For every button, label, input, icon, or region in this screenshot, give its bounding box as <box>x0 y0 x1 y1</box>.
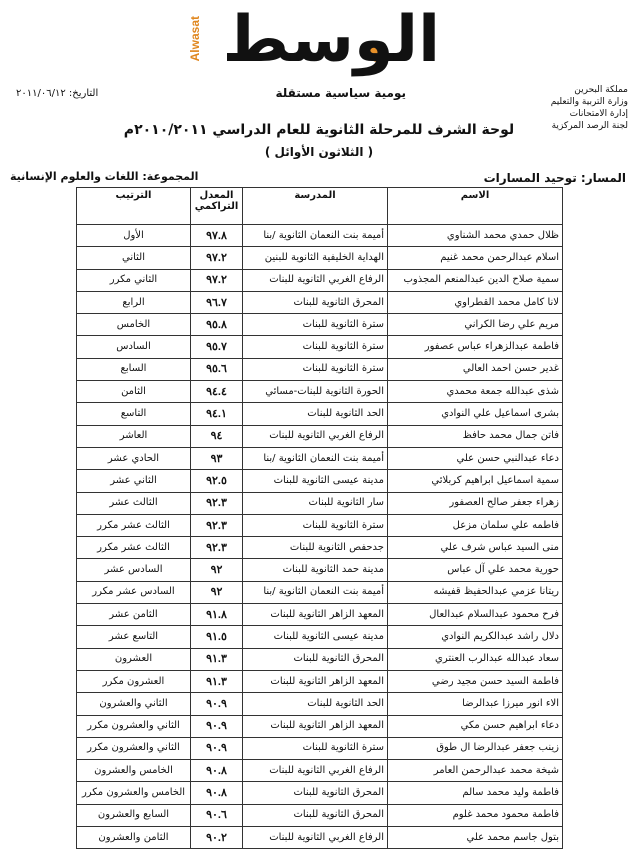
cell-name: حورية محمد علي آل عباس <box>388 559 563 581</box>
cell-average: ٩٠.٩ <box>191 715 243 737</box>
cell-name: شيخة محمد عبدالرحمن العامر <box>388 760 563 782</box>
cell-school: سار الثانوية للبنات <box>243 492 388 514</box>
cell-name: فرح محمود عبدالسلام عبدالعال <box>388 604 563 626</box>
ministry-line: إدارة الامتحانات <box>569 109 628 119</box>
cell-school: سترة الثانوية للبنات <box>243 514 388 536</box>
cell-rank: الثاني والعشرون مكرر <box>77 737 191 759</box>
table-header-row <box>77 188 563 225</box>
header-average: المعدل التراكمي <box>191 188 243 225</box>
header-rank: الترتيب <box>77 188 191 225</box>
cell-average: ٩٠.٢ <box>191 827 243 849</box>
cell-rank: العشرون مكرر <box>77 670 191 692</box>
cell-school: مدينة عيسى الثانوية للبنات <box>243 470 388 492</box>
table-row <box>77 247 563 269</box>
table-row <box>77 559 563 581</box>
logo-tagline: يومية سياسية مستقلة <box>275 86 406 100</box>
cell-average: ٩٢ <box>191 559 243 581</box>
cell-average: ٩٢.٣ <box>191 514 243 536</box>
cell-rank: الثامن <box>77 381 191 403</box>
table-row <box>77 269 563 291</box>
logo-latin-text: Alwasat <box>188 16 202 62</box>
cell-rank: الثالث عشر مكرر <box>77 514 191 536</box>
group-label: المجموعة: اللغات والعلوم الإنسانية <box>10 170 199 183</box>
cell-average: ٩٤.١ <box>191 403 243 425</box>
cell-average: ٩٧.٢ <box>191 269 243 291</box>
cell-school: أميمة بنت النعمان الثانوية /بنا <box>243 581 388 603</box>
cell-average: ٩٢ <box>191 581 243 603</box>
cell-rank: الثاني مكرر <box>77 269 191 291</box>
cell-rank: الخامس والعشرون <box>77 760 191 782</box>
cell-school: المحرق الثانوية للبنات <box>243 782 388 804</box>
table-row <box>77 403 563 425</box>
cell-average: ٩٥.٧ <box>191 336 243 358</box>
cell-rank: العاشر <box>77 425 191 447</box>
cell-average: ٩١.٣ <box>191 670 243 692</box>
cell-average: ٩٣ <box>191 447 243 469</box>
cell-rank: السابع والعشرون <box>77 804 191 826</box>
cell-rank: الثاني والعشرون <box>77 693 191 715</box>
cell-name: منى السيد عباس شرف علي <box>388 537 563 559</box>
page-title: لوحة الشرف للمرحلة الثانوية للعام الدراسي ٢٠١٠/٢٠١١م <box>123 122 515 138</box>
cell-name: بشرى اسماعيل علي النوادي <box>388 403 563 425</box>
cell-school: الهداية الخليفية الثانوية للبنين <box>243 247 388 269</box>
cell-name: سعاد عبدالله عبدالرب العنتري <box>388 648 563 670</box>
cell-average: ٩٠.٩ <box>191 737 243 759</box>
cell-average: ٩٢.٣ <box>191 492 243 514</box>
cell-school: سترة الثانوية للبنات <box>243 336 388 358</box>
cell-rank: التاسع <box>77 403 191 425</box>
table-row <box>77 693 563 715</box>
cell-name: بتول جاسم محمد علي <box>388 827 563 849</box>
cell-rank: الرابع <box>77 291 191 313</box>
cell-rank: الأول <box>77 225 191 247</box>
cell-name: دلال راشد عبدالكريم النوادي <box>388 626 563 648</box>
cell-school: الرفاع الغربي الثانوية للبنات <box>243 760 388 782</box>
cell-average: ٩٧.٨ <box>191 225 243 247</box>
cell-rank: السادس عشر <box>77 559 191 581</box>
table-row <box>77 804 563 826</box>
table-row <box>77 626 563 648</box>
cell-rank: الثالث عشر <box>77 492 191 514</box>
table-row <box>77 291 563 313</box>
cell-school: المحرق الثانوية للبنات <box>243 648 388 670</box>
cell-rank: الثاني والعشرون مكرر <box>77 715 191 737</box>
honor-roll-table <box>76 187 563 849</box>
cell-school: مدينة عيسى الثانوية للبنات <box>243 626 388 648</box>
cell-name: سمية اسماعيل ابراهيم كربلائي <box>388 470 563 492</box>
cell-name: اسلام عبدالرحمن محمد غنيم <box>388 247 563 269</box>
cell-school: المحرق الثانوية للبنات <box>243 804 388 826</box>
cell-name: ريتانا عزمي عبدالحفيظ قفيشه <box>388 581 563 603</box>
table-row <box>77 782 563 804</box>
cell-rank: العشرون <box>77 648 191 670</box>
cell-name: سمية صلاح الدين عبدالمنعم المجذوب <box>388 269 563 291</box>
track-label: المسار: توحيد المسارات <box>483 171 626 185</box>
table-row <box>77 314 563 336</box>
cell-average: ٩١.٥ <box>191 626 243 648</box>
cell-name: لانا كامل محمد القطراوي <box>388 291 563 313</box>
cell-rank: الخامس <box>77 314 191 336</box>
cell-school: الرفاع الغربي الثانوية للبنات <box>243 425 388 447</box>
cell-average: ٩٢.٣ <box>191 537 243 559</box>
cell-school: جدحفص الثانوية للبنات <box>243 537 388 559</box>
ministry-line: لجنة الرصد المركزية <box>551 121 628 131</box>
table-row <box>77 447 563 469</box>
cell-name: زينب جعفر عبدالرضا ال طوق <box>388 737 563 759</box>
cell-average: ٩٠.٨ <box>191 760 243 782</box>
table-row <box>77 737 563 759</box>
table-row <box>77 648 563 670</box>
cell-average: ٩١.٨ <box>191 604 243 626</box>
table-row <box>77 336 563 358</box>
cell-average: ٩٤.٤ <box>191 381 243 403</box>
table-row <box>77 358 563 380</box>
cell-school: الحورة الثانوية للبنات-مسائي <box>243 381 388 403</box>
cell-school: المحرق الثانوية للبنات <box>243 291 388 313</box>
cell-name: فاطمة وليد محمد سالم <box>388 782 563 804</box>
cell-school: المعهد الزاهر الثانوية للبنات <box>243 715 388 737</box>
cell-name: فاطمة عبدالزهراء عباس عصفور <box>388 336 563 358</box>
cell-school: مدينة حمد الثانوية للبنات <box>243 559 388 581</box>
cell-rank: السادس <box>77 336 191 358</box>
cell-rank: السادس عشر مكرر <box>77 581 191 603</box>
cell-name: غدير حسن احمد العالي <box>388 358 563 380</box>
newspaper-logo <box>188 3 440 100</box>
cell-name: فاطمة محمود محمد غلوم <box>388 804 563 826</box>
cell-rank: الحادي عشر <box>77 447 191 469</box>
table-row <box>77 670 563 692</box>
cell-name: زهراء جعفر صالح العصفور <box>388 492 563 514</box>
cell-name: شذى عبدالله جمعة محمدي <box>388 381 563 403</box>
cell-rank: الثالث عشر مكرر <box>77 537 191 559</box>
cell-rank: الخامس والعشرون مكرر <box>77 782 191 804</box>
table-row <box>77 581 563 603</box>
cell-name: الاء انور ميرزا عبدالرضا <box>388 693 563 715</box>
cell-average: ٩٦.٧ <box>191 291 243 313</box>
cell-rank: الثاني عشر <box>77 470 191 492</box>
cell-average: ٩٠.٩ <box>191 693 243 715</box>
table-row <box>77 715 563 737</box>
cell-school: أميمة بنت النعمان الثانوية /بنا <box>243 225 388 247</box>
cell-name: ظلال حمدي محمد الشناوي <box>388 225 563 247</box>
table-row <box>77 827 563 849</box>
document-date: التاريخ: ٢٠١١/٠٦/١٢ <box>16 88 99 99</box>
cell-rank: الثامن عشر <box>77 604 191 626</box>
cell-average: ٩٥.٦ <box>191 358 243 380</box>
header-name: الاسم <box>388 188 563 225</box>
cell-school: الرفاع الغربي الثانوية للبنات <box>243 269 388 291</box>
cell-school: سترة الثانوية للبنات <box>243 314 388 336</box>
cell-name: دعاء ابراهيم حسن مكي <box>388 715 563 737</box>
cell-average: ٩٢.٥ <box>191 470 243 492</box>
cell-name: مريم علي رضا الكراني <box>388 314 563 336</box>
table-row <box>77 470 563 492</box>
cell-rank: الثامن والعشرون <box>77 827 191 849</box>
table-row <box>77 425 563 447</box>
cell-school: سترة الثانوية للبنات <box>243 358 388 380</box>
cell-average: ٩٥.٨ <box>191 314 243 336</box>
cell-school: الحد الثانوية للبنات <box>243 693 388 715</box>
cell-average: ٩٠.٦ <box>191 804 243 826</box>
cell-school: الرفاع الغربي الثانوية للبنات <box>243 827 388 849</box>
table-row <box>77 604 563 626</box>
cell-rank: السابع <box>77 358 191 380</box>
table-row <box>77 225 563 247</box>
logo-arabic-text: الوسط <box>222 3 440 77</box>
table-row <box>77 760 563 782</box>
cell-school: المعهد الزاهر الثانوية للبنات <box>243 604 388 626</box>
table-row <box>77 514 563 536</box>
cell-school: الحد الثانوية للبنات <box>243 403 388 425</box>
table-row <box>77 381 563 403</box>
cell-average: ٩٤ <box>191 425 243 447</box>
cell-school: المعهد الزاهر الثانوية للبنات <box>243 670 388 692</box>
cell-school: سترة الثانوية للبنات <box>243 737 388 759</box>
cell-name: دعاء عبدالنبي حسن علي <box>388 447 563 469</box>
cell-school: أميمة بنت النعمان الثانوية /بنا <box>243 447 388 469</box>
table-row <box>77 492 563 514</box>
cell-name: فاطمه علي سلمان مزعل <box>388 514 563 536</box>
page-subtitle: ( الثلاثون الأوائل ) <box>264 145 374 159</box>
ministry-line: مملكة البحرين <box>574 85 628 95</box>
cell-rank: التاسع عشر <box>77 626 191 648</box>
cell-rank: الثاني <box>77 247 191 269</box>
ministry-line: وزارة التربية والتعليم <box>550 97 628 107</box>
cell-average: ٩٧.٢ <box>191 247 243 269</box>
cell-average: ٩١.٣ <box>191 648 243 670</box>
header-school: المدرسة <box>243 188 388 225</box>
table-row <box>77 537 563 559</box>
cell-average: ٩٠.٨ <box>191 782 243 804</box>
cell-name: فاطمة السيد حسن مجيد رضي <box>388 670 563 692</box>
cell-name: فاتن جمال محمد حافظ <box>388 425 563 447</box>
